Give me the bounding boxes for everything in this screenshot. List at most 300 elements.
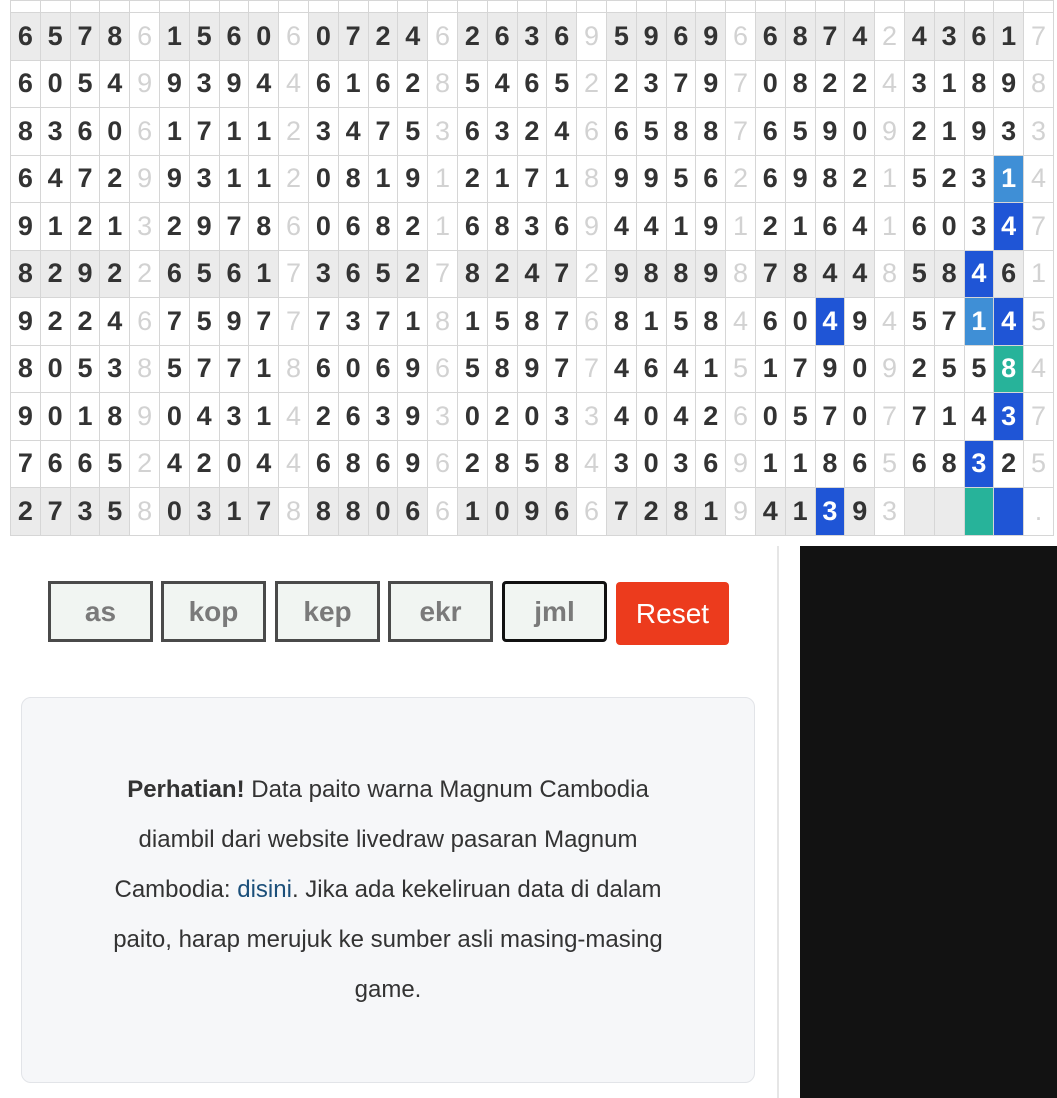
digit-cell: 0 — [308, 155, 338, 203]
digit-cell: 2 — [934, 155, 964, 203]
digit-cell: 4 — [100, 298, 130, 346]
digit-cell: 2 — [100, 250, 130, 298]
digit-cell: 6 — [755, 155, 785, 203]
digit-cell: 8 — [696, 298, 726, 346]
sep-cell: 8 — [279, 345, 309, 393]
digit-cell: 2 — [487, 250, 517, 298]
digit-cell: 6 — [308, 345, 338, 393]
sep-cell: 7 — [726, 60, 756, 108]
digit-cell: 4 — [189, 393, 219, 441]
grid-cell — [70, 1, 100, 13]
digit-cell: 1 — [785, 440, 815, 488]
digit-cell: 3 — [547, 393, 577, 441]
digit-cell: 5 — [368, 250, 398, 298]
digit-cell: 1 — [785, 488, 815, 536]
digit-cell: 5 — [934, 345, 964, 393]
grid-cell — [219, 1, 249, 13]
digit-cell: 0 — [457, 393, 487, 441]
sep-cell: 6 — [130, 108, 160, 156]
digit-cell: 3 — [636, 60, 666, 108]
digit-cell: 6 — [159, 250, 189, 298]
digit-cell: 3 — [964, 440, 994, 488]
sep-cell: 9 — [577, 203, 607, 251]
digit-cell: 0 — [338, 345, 368, 393]
digit-cell: 9 — [219, 298, 249, 346]
digit-cell: 4 — [904, 13, 934, 61]
digit-cell: 6 — [487, 13, 517, 61]
digit-cell: 5 — [636, 108, 666, 156]
sep-cell: 5 — [1024, 440, 1054, 488]
digit-cell: 0 — [219, 440, 249, 488]
source-link[interactable]: disini — [237, 876, 292, 903]
digit-cell: 1 — [249, 108, 279, 156]
digit-cell: 8 — [815, 155, 845, 203]
grid-cell — [40, 1, 70, 13]
notice-text — [88, 765, 688, 1015]
digit-cell: 1 — [249, 250, 279, 298]
digit-cell: 9 — [517, 488, 547, 536]
digit-cell: 8 — [785, 13, 815, 61]
digit-cell: 1 — [934, 60, 964, 108]
digit-cell: 3 — [70, 488, 100, 536]
digit-cell: 0 — [40, 345, 70, 393]
digit-cell: 3 — [517, 13, 547, 61]
sep-cell: 4 — [875, 60, 905, 108]
digit-cell: 7 — [70, 155, 100, 203]
sep-cell: 2 — [130, 250, 160, 298]
digit-cell: 2 — [904, 345, 934, 393]
digit-cell: 7 — [785, 345, 815, 393]
sep-cell: 6 — [577, 108, 607, 156]
digit-cell: 5 — [666, 155, 696, 203]
digit-cell: 9 — [636, 155, 666, 203]
digit-cell: 4 — [606, 393, 636, 441]
digit-cell: 1 — [487, 155, 517, 203]
digit-cell: 1 — [457, 488, 487, 536]
digit-cell: 3 — [994, 393, 1024, 441]
digit-cell: 5 — [606, 13, 636, 61]
digit-cell: 1 — [666, 203, 696, 251]
digit-cell: 5 — [189, 298, 219, 346]
digit-cell: 6 — [547, 203, 577, 251]
digit-cell: 0 — [159, 393, 189, 441]
grid-cell — [11, 1, 41, 13]
digit-cell: 1 — [547, 155, 577, 203]
digit-cell: 4 — [40, 155, 70, 203]
digit-cell: 3 — [189, 60, 219, 108]
sep-cell: 2 — [130, 440, 160, 488]
digit-cell: 2 — [11, 488, 41, 536]
digit-cell: 9 — [696, 203, 726, 251]
sep-cell: 6 — [726, 13, 756, 61]
digit-cell: 1 — [696, 488, 726, 536]
paito-table — [10, 0, 1054, 536]
digit-cell: 6 — [338, 250, 368, 298]
digit-cell: 1 — [249, 345, 279, 393]
digit-cell: 6 — [904, 203, 934, 251]
grid-cell — [428, 1, 458, 13]
digit-cell: 6 — [11, 60, 41, 108]
digit-cell: 5 — [40, 13, 70, 61]
digit-cell: 3 — [934, 13, 964, 61]
sep-cell: 4 — [875, 298, 905, 346]
sep-cell: 7 — [428, 250, 458, 298]
sep-cell: 9 — [130, 155, 160, 203]
digit-cell: 2 — [70, 298, 100, 346]
digit-cell: 8 — [308, 488, 338, 536]
paito-row — [11, 345, 1054, 393]
digit-cell: 8 — [666, 108, 696, 156]
digit-cell: 8 — [11, 250, 41, 298]
digit-cell: 3 — [189, 488, 219, 536]
digit-cell: 9 — [219, 60, 249, 108]
grid-cell — [904, 1, 934, 13]
digit-cell: 6 — [964, 13, 994, 61]
digit-cell: 1 — [398, 298, 428, 346]
reset-button[interactable]: Reset — [616, 582, 729, 645]
sep-cell: 8 — [875, 250, 905, 298]
paito-row — [11, 108, 1054, 156]
sep-cell: 8 — [428, 60, 458, 108]
digit-cell: 6 — [994, 250, 1024, 298]
digit-cell: 2 — [487, 393, 517, 441]
digit-cell: 9 — [815, 345, 845, 393]
digit-cell: 2 — [189, 440, 219, 488]
sep-cell: 4 — [279, 393, 309, 441]
digit-cell: 6 — [398, 488, 428, 536]
digit-cell: 4 — [100, 60, 130, 108]
digit-cell: 2 — [40, 250, 70, 298]
digit-cell: 4 — [338, 108, 368, 156]
digit-cell: 2 — [845, 60, 875, 108]
digit-cell: 8 — [100, 393, 130, 441]
digit-cell — [934, 488, 964, 536]
digit-cell: 7 — [219, 203, 249, 251]
digit-cell: 8 — [666, 488, 696, 536]
digit-cell: 9 — [964, 108, 994, 156]
digit-cell: 8 — [785, 60, 815, 108]
digit-cell: 2 — [636, 488, 666, 536]
digit-cell: 7 — [517, 155, 547, 203]
grid-cell — [845, 1, 875, 13]
sep-cell: 1 — [726, 203, 756, 251]
grid-cell — [636, 1, 666, 13]
grid-cell — [279, 1, 309, 13]
digit-cell: 9 — [398, 440, 428, 488]
digit-cell: 3 — [100, 345, 130, 393]
digit-cell: 1 — [934, 393, 964, 441]
digit-cell: 2 — [815, 60, 845, 108]
digit-cell: 7 — [547, 298, 577, 346]
digit-cell: 6 — [696, 155, 726, 203]
sep-cell: 1 — [875, 155, 905, 203]
digit-cell: 6 — [517, 60, 547, 108]
digit-cell: 7 — [547, 345, 577, 393]
digit-cell: 3 — [606, 440, 636, 488]
digit-cell: 8 — [606, 298, 636, 346]
digit-cell: 3 — [666, 440, 696, 488]
grid-cell — [696, 1, 726, 13]
digit-cell: 6 — [70, 440, 100, 488]
sep-cell: 7 — [279, 250, 309, 298]
digit-cell: 3 — [308, 108, 338, 156]
sep-cell: 4 — [577, 440, 607, 488]
digit-cell: 4 — [994, 203, 1024, 251]
digit-cell: 1 — [457, 298, 487, 346]
digit-cell: 9 — [159, 60, 189, 108]
digit-cell: 6 — [755, 13, 785, 61]
digit-cell: 5 — [517, 440, 547, 488]
sep-cell: 1 — [875, 203, 905, 251]
digit-cell: 4 — [398, 13, 428, 61]
digit-cell: 3 — [964, 203, 994, 251]
grid-cell — [1024, 1, 1054, 13]
grid-cell — [606, 1, 636, 13]
digit-cell: 5 — [189, 250, 219, 298]
sep-cell: 2 — [726, 155, 756, 203]
sep-cell: 4 — [1024, 345, 1054, 393]
digit-cell: 7 — [904, 393, 934, 441]
sep-cell: 3 — [875, 488, 905, 536]
sep-cell: 6 — [279, 203, 309, 251]
grid-cell — [726, 1, 756, 13]
grid-cell — [785, 1, 815, 13]
digit-cell: 8 — [338, 488, 368, 536]
digit-cell: 7 — [934, 298, 964, 346]
sep-cell: . — [1024, 488, 1054, 536]
paito-row — [11, 440, 1054, 488]
digit-cell: 6 — [40, 440, 70, 488]
digit-cell: 6 — [547, 13, 577, 61]
digit-cell: 7 — [249, 488, 279, 536]
digit-cell: 6 — [219, 250, 249, 298]
digit-cell: 9 — [696, 60, 726, 108]
digit-cell: 3 — [517, 203, 547, 251]
grid-cell — [815, 1, 845, 13]
digit-cell: 0 — [100, 108, 130, 156]
digit-cell: 9 — [845, 298, 875, 346]
digit-cell: 8 — [338, 440, 368, 488]
digit-cell: 3 — [815, 488, 845, 536]
grid-cell — [517, 1, 547, 13]
digit-cell: 4 — [517, 250, 547, 298]
digit-cell: 4 — [159, 440, 189, 488]
digit-cell: 6 — [755, 108, 785, 156]
digit-cell: 8 — [517, 298, 547, 346]
digit-cell: 0 — [40, 60, 70, 108]
digit-cell: 5 — [70, 60, 100, 108]
digit-cell: 0 — [308, 203, 338, 251]
digit-cell: 0 — [755, 393, 785, 441]
digit-cell: 9 — [785, 155, 815, 203]
sep-cell: 6 — [428, 488, 458, 536]
digit-cell: 6 — [457, 203, 487, 251]
digit-cell: 1 — [159, 108, 189, 156]
digit-cell: 2 — [398, 250, 428, 298]
digit-cell: 8 — [487, 345, 517, 393]
digit-cell: 5 — [189, 13, 219, 61]
jml-input[interactable] — [502, 581, 607, 642]
sep-cell: 6 — [428, 13, 458, 61]
digit-cell: 4 — [994, 298, 1024, 346]
sep-cell: 2 — [577, 60, 607, 108]
digit-cell: 2 — [845, 155, 875, 203]
sep-cell: 8 — [130, 345, 160, 393]
digit-cell: 3 — [219, 393, 249, 441]
digit-cell: 8 — [487, 440, 517, 488]
digit-cell: 7 — [368, 108, 398, 156]
kop-input[interactable] — [161, 581, 266, 642]
digit-cell: 5 — [904, 298, 934, 346]
digit-cell: 3 — [964, 155, 994, 203]
digit-cell: 9 — [606, 250, 636, 298]
sep-cell: 7 — [875, 393, 905, 441]
digit-cell: 4 — [249, 60, 279, 108]
sep-cell: 2 — [875, 13, 905, 61]
digit-cell: 0 — [845, 108, 875, 156]
sep-cell: 8 — [428, 298, 458, 346]
digit-cell: 2 — [40, 298, 70, 346]
digit-cell: 7 — [815, 393, 845, 441]
grid-cell — [547, 1, 577, 13]
digit-cell: 7 — [249, 298, 279, 346]
digit-cell: 6 — [308, 440, 338, 488]
digit-cell: 1 — [100, 203, 130, 251]
digit-cell: 4 — [845, 203, 875, 251]
paito-row — [11, 203, 1054, 251]
digit-cell — [994, 488, 1024, 536]
sep-cell: 4 — [726, 298, 756, 346]
digit-cell: 6 — [368, 440, 398, 488]
digit-cell: 9 — [189, 203, 219, 251]
digit-cell: 8 — [368, 203, 398, 251]
grid-cell — [130, 1, 160, 13]
digit-cell: 4 — [636, 203, 666, 251]
digit-cell: 9 — [398, 345, 428, 393]
sep-cell: 3 — [130, 203, 160, 251]
digit-cell: 5 — [457, 345, 487, 393]
digit-cell: 8 — [487, 203, 517, 251]
digit-cell: 4 — [487, 60, 517, 108]
digit-cell: 8 — [666, 250, 696, 298]
grid-cell — [368, 1, 398, 13]
grid-cell — [308, 1, 338, 13]
sep-cell: 9 — [130, 60, 160, 108]
digit-cell: 4 — [845, 13, 875, 61]
digit-cell: 5 — [785, 393, 815, 441]
digit-cell: 6 — [904, 440, 934, 488]
digit-cell: 9 — [11, 203, 41, 251]
digit-cell: 2 — [696, 393, 726, 441]
digit-cell: 4 — [845, 250, 875, 298]
digit-cell: 5 — [487, 298, 517, 346]
grid-cell — [577, 1, 607, 13]
grid-cell — [159, 1, 189, 13]
grid-cell — [875, 1, 905, 13]
digit-cell: 5 — [457, 60, 487, 108]
digit-cell: 8 — [457, 250, 487, 298]
digit-cell: 2 — [308, 393, 338, 441]
digit-cell: 1 — [219, 488, 249, 536]
grid-cell — [338, 1, 368, 13]
digit-cell: 2 — [398, 203, 428, 251]
sep-cell: 6 — [428, 345, 458, 393]
digit-cell: 2 — [368, 13, 398, 61]
ad-panel — [800, 546, 1057, 1098]
sep-cell: 9 — [726, 488, 756, 536]
digit-cell: 1 — [249, 393, 279, 441]
digit-cell: 5 — [666, 298, 696, 346]
as-input[interactable] — [48, 581, 153, 642]
digit-cell: 0 — [249, 13, 279, 61]
digit-cell: 2 — [994, 440, 1024, 488]
digit-cell: 9 — [159, 155, 189, 203]
digit-cell: 6 — [338, 393, 368, 441]
digit-cell: 8 — [11, 108, 41, 156]
digit-cell: 8 — [934, 440, 964, 488]
digit-cell: 1 — [994, 155, 1024, 203]
digit-cell: 6 — [338, 203, 368, 251]
digit-cell: 6 — [219, 13, 249, 61]
digit-cell: 5 — [159, 345, 189, 393]
grid-cell — [189, 1, 219, 13]
digit-cell: 8 — [11, 345, 41, 393]
sep-cell: 6 — [130, 298, 160, 346]
paito-row — [11, 488, 1054, 536]
digit-cell: 8 — [994, 345, 1024, 393]
digit-cell: 0 — [755, 60, 785, 108]
digit-cell: 7 — [338, 13, 368, 61]
paito-grid — [10, 0, 1057, 546]
digit-cell: 2 — [457, 440, 487, 488]
digit-cell: 8 — [249, 203, 279, 251]
digit-cell: 2 — [398, 60, 428, 108]
sep-cell: 5 — [726, 345, 756, 393]
digit-cell: 1 — [964, 298, 994, 346]
sep-cell: 6 — [428, 440, 458, 488]
digit-cell: 1 — [934, 108, 964, 156]
digit-cell: 7 — [219, 345, 249, 393]
notice-box — [21, 697, 755, 1083]
kep-input[interactable] — [275, 581, 380, 642]
digit-cell: 0 — [785, 298, 815, 346]
digit-cell: 5 — [547, 60, 577, 108]
digit-cell: 9 — [845, 488, 875, 536]
sep-cell: 8 — [1024, 60, 1054, 108]
grid-cell — [666, 1, 696, 13]
digit-cell: 2 — [457, 155, 487, 203]
paito-row — [11, 60, 1054, 108]
sep-cell: 6 — [577, 298, 607, 346]
digit-cell: 9 — [398, 393, 428, 441]
ekr-input[interactable] — [388, 581, 493, 642]
digit-cell: 3 — [308, 250, 338, 298]
digit-cell: 0 — [487, 488, 517, 536]
digit-cell: 6 — [70, 108, 100, 156]
sep-cell: 4 — [1024, 155, 1054, 203]
digit-cell: 7 — [40, 488, 70, 536]
digit-cell: 0 — [308, 13, 338, 61]
digit-cell: 7 — [368, 298, 398, 346]
digit-cell: 3 — [487, 108, 517, 156]
digit-cell: 6 — [308, 60, 338, 108]
grid-cell — [100, 1, 130, 13]
digit-cell: 1 — [159, 13, 189, 61]
digit-cell: 0 — [40, 393, 70, 441]
digit-cell: 5 — [100, 440, 130, 488]
sep-cell: 7 — [279, 298, 309, 346]
digit-cell: 7 — [547, 250, 577, 298]
